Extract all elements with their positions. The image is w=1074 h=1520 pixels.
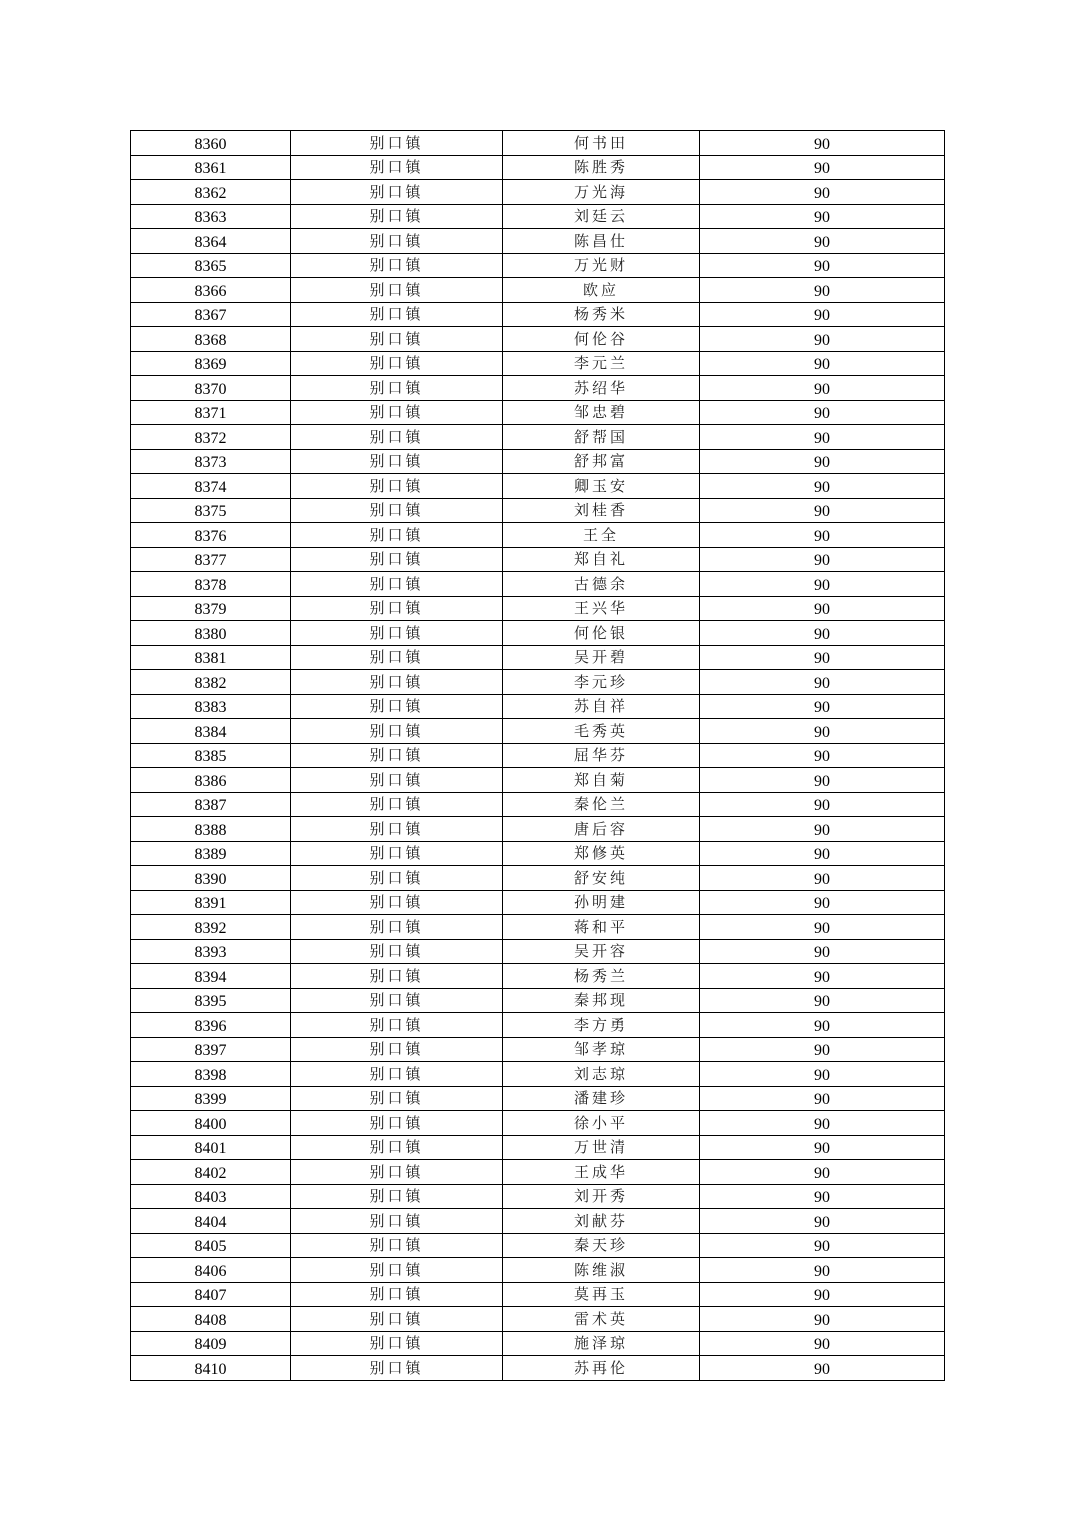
score-cell: 90 xyxy=(700,1062,945,1087)
score-cell: 90 xyxy=(700,866,945,891)
row-number-cell: 8374 xyxy=(131,474,291,499)
table-row xyxy=(131,1233,945,1258)
name-cell: 何伦银 xyxy=(503,621,700,646)
row-number-cell: 8381 xyxy=(131,645,291,670)
row-number-cell: 8369 xyxy=(131,351,291,376)
town-cell: 别口镇 xyxy=(291,1135,503,1160)
table-row xyxy=(131,890,945,915)
town-cell: 别口镇 xyxy=(291,1307,503,1332)
score-cell: 90 xyxy=(700,915,945,940)
score-cell: 90 xyxy=(700,1135,945,1160)
row-number-cell: 8365 xyxy=(131,253,291,278)
score-cell: 90 xyxy=(700,523,945,548)
row-number-cell: 8388 xyxy=(131,817,291,842)
name-cell: 舒安纯 xyxy=(503,866,700,891)
name-cell: 卿玉安 xyxy=(503,474,700,499)
town-cell: 别口镇 xyxy=(291,743,503,768)
name-cell: 王成华 xyxy=(503,1160,700,1185)
table-row xyxy=(131,253,945,278)
name-cell: 秦伦兰 xyxy=(503,792,700,817)
score-cell: 90 xyxy=(700,498,945,523)
town-cell: 别口镇 xyxy=(291,1356,503,1381)
table-row xyxy=(131,572,945,597)
row-number-cell: 8366 xyxy=(131,278,291,303)
table-row xyxy=(131,768,945,793)
town-cell: 别口镇 xyxy=(291,180,503,205)
name-cell: 王兴华 xyxy=(503,596,700,621)
score-cell: 90 xyxy=(700,1037,945,1062)
town-cell: 别口镇 xyxy=(291,131,503,156)
name-cell: 潘建珍 xyxy=(503,1086,700,1111)
name-cell: 刘桂香 xyxy=(503,498,700,523)
table-row xyxy=(131,1331,945,1356)
row-number-cell: 8396 xyxy=(131,1013,291,1038)
score-cell: 90 xyxy=(700,425,945,450)
score-cell: 90 xyxy=(700,621,945,646)
name-cell: 秦天珍 xyxy=(503,1233,700,1258)
town-cell: 别口镇 xyxy=(291,1062,503,1087)
row-number-cell: 8363 xyxy=(131,204,291,229)
name-cell: 雷术英 xyxy=(503,1307,700,1332)
score-cell: 90 xyxy=(700,572,945,597)
table-row xyxy=(131,523,945,548)
row-number-cell: 8385 xyxy=(131,743,291,768)
table-row xyxy=(131,229,945,254)
row-number-cell: 8377 xyxy=(131,547,291,572)
score-cell: 90 xyxy=(700,1209,945,1234)
town-cell: 别口镇 xyxy=(291,866,503,891)
name-cell: 李元珍 xyxy=(503,670,700,695)
table-row xyxy=(131,302,945,327)
name-cell: 刘廷云 xyxy=(503,204,700,229)
table-row xyxy=(131,547,945,572)
name-cell: 苏再伦 xyxy=(503,1356,700,1381)
score-cell: 90 xyxy=(700,1111,945,1136)
score-cell: 90 xyxy=(700,400,945,425)
town-cell: 别口镇 xyxy=(291,915,503,940)
town-cell: 别口镇 xyxy=(291,621,503,646)
row-number-cell: 8393 xyxy=(131,939,291,964)
score-cell: 90 xyxy=(700,180,945,205)
table-row xyxy=(131,155,945,180)
row-number-cell: 8395 xyxy=(131,988,291,1013)
town-cell: 别口镇 xyxy=(291,645,503,670)
score-cell: 90 xyxy=(700,278,945,303)
row-number-cell: 8407 xyxy=(131,1282,291,1307)
town-cell: 别口镇 xyxy=(291,376,503,401)
town-cell: 别口镇 xyxy=(291,400,503,425)
score-cell: 90 xyxy=(700,890,945,915)
town-cell: 别口镇 xyxy=(291,890,503,915)
row-number-cell: 8364 xyxy=(131,229,291,254)
row-number-cell: 8392 xyxy=(131,915,291,940)
score-cell: 90 xyxy=(700,1331,945,1356)
score-cell: 90 xyxy=(700,1233,945,1258)
table-row xyxy=(131,670,945,695)
score-cell: 90 xyxy=(700,155,945,180)
table-row xyxy=(131,1086,945,1111)
town-cell: 别口镇 xyxy=(291,1013,503,1038)
row-number-cell: 8382 xyxy=(131,670,291,695)
score-cell: 90 xyxy=(700,988,945,1013)
table-row xyxy=(131,743,945,768)
table-row xyxy=(131,1160,945,1185)
row-number-cell: 8391 xyxy=(131,890,291,915)
row-number-cell: 8401 xyxy=(131,1135,291,1160)
row-number-cell: 8400 xyxy=(131,1111,291,1136)
row-number-cell: 8398 xyxy=(131,1062,291,1087)
table-row xyxy=(131,1184,945,1209)
score-cell: 90 xyxy=(700,964,945,989)
name-cell: 徐小平 xyxy=(503,1111,700,1136)
table-row xyxy=(131,1209,945,1234)
name-cell: 苏自祥 xyxy=(503,694,700,719)
town-cell: 别口镇 xyxy=(291,596,503,621)
score-cell: 90 xyxy=(700,204,945,229)
name-cell: 郑自礼 xyxy=(503,547,700,572)
town-cell: 别口镇 xyxy=(291,498,503,523)
table-row xyxy=(131,400,945,425)
score-cell: 90 xyxy=(700,1086,945,1111)
name-cell: 吴开碧 xyxy=(503,645,700,670)
table-row xyxy=(131,988,945,1013)
town-cell: 别口镇 xyxy=(291,768,503,793)
table-row xyxy=(131,498,945,523)
town-cell: 别口镇 xyxy=(291,1111,503,1136)
town-cell: 别口镇 xyxy=(291,1258,503,1283)
row-number-cell: 8384 xyxy=(131,719,291,744)
town-cell: 别口镇 xyxy=(291,547,503,572)
town-cell: 别口镇 xyxy=(291,1037,503,1062)
town-cell: 别口镇 xyxy=(291,817,503,842)
town-cell: 别口镇 xyxy=(291,302,503,327)
row-number-cell: 8403 xyxy=(131,1184,291,1209)
row-number-cell: 8397 xyxy=(131,1037,291,1062)
score-cell: 90 xyxy=(700,474,945,499)
town-cell: 别口镇 xyxy=(291,523,503,548)
town-cell: 别口镇 xyxy=(291,1160,503,1185)
score-cell: 90 xyxy=(700,327,945,352)
row-number-cell: 8361 xyxy=(131,155,291,180)
town-cell: 别口镇 xyxy=(291,449,503,474)
score-cell: 90 xyxy=(700,694,945,719)
score-cell: 90 xyxy=(700,351,945,376)
town-cell: 别口镇 xyxy=(291,229,503,254)
row-number-cell: 8360 xyxy=(131,131,291,156)
table-row xyxy=(131,449,945,474)
table-row xyxy=(131,645,945,670)
row-number-cell: 8409 xyxy=(131,1331,291,1356)
name-cell: 李方勇 xyxy=(503,1013,700,1038)
town-cell: 别口镇 xyxy=(291,694,503,719)
score-cell: 90 xyxy=(700,670,945,695)
score-cell: 90 xyxy=(700,1282,945,1307)
score-cell: 90 xyxy=(700,1013,945,1038)
town-cell: 别口镇 xyxy=(291,792,503,817)
score-cell: 90 xyxy=(700,743,945,768)
table-row xyxy=(131,866,945,891)
name-cell: 陈昌仕 xyxy=(503,229,700,254)
row-number-cell: 8367 xyxy=(131,302,291,327)
name-cell: 陈维淑 xyxy=(503,1258,700,1283)
row-number-cell: 8386 xyxy=(131,768,291,793)
row-number-cell: 8378 xyxy=(131,572,291,597)
table-row xyxy=(131,474,945,499)
score-cell: 90 xyxy=(700,1356,945,1381)
row-number-cell: 8394 xyxy=(131,964,291,989)
score-cell: 90 xyxy=(700,1160,945,1185)
town-cell: 别口镇 xyxy=(291,1209,503,1234)
name-cell: 毛秀英 xyxy=(503,719,700,744)
town-cell: 别口镇 xyxy=(291,327,503,352)
data-table xyxy=(130,130,945,1381)
table-row xyxy=(131,939,945,964)
row-number-cell: 8373 xyxy=(131,449,291,474)
name-cell: 舒邦富 xyxy=(503,449,700,474)
name-cell: 刘开秀 xyxy=(503,1184,700,1209)
name-cell: 施泽琼 xyxy=(503,1331,700,1356)
table-row xyxy=(131,180,945,205)
table-row xyxy=(131,278,945,303)
town-cell: 别口镇 xyxy=(291,425,503,450)
name-cell: 孙明建 xyxy=(503,890,700,915)
name-cell: 李元兰 xyxy=(503,351,700,376)
table-row xyxy=(131,1135,945,1160)
name-cell: 古德余 xyxy=(503,572,700,597)
table-row xyxy=(131,1013,945,1038)
table-row xyxy=(131,1037,945,1062)
row-number-cell: 8362 xyxy=(131,180,291,205)
name-cell: 苏绍华 xyxy=(503,376,700,401)
town-cell: 别口镇 xyxy=(291,204,503,229)
name-cell: 秦邦现 xyxy=(503,988,700,1013)
table-row xyxy=(131,351,945,376)
score-cell: 90 xyxy=(700,1184,945,1209)
town-cell: 别口镇 xyxy=(291,1331,503,1356)
row-number-cell: 8375 xyxy=(131,498,291,523)
name-cell: 莫再玉 xyxy=(503,1282,700,1307)
score-cell: 90 xyxy=(700,1258,945,1283)
row-number-cell: 8371 xyxy=(131,400,291,425)
town-cell: 别口镇 xyxy=(291,719,503,744)
score-cell: 90 xyxy=(700,1307,945,1332)
score-cell: 90 xyxy=(700,841,945,866)
score-cell: 90 xyxy=(700,596,945,621)
table-row xyxy=(131,1282,945,1307)
table-row xyxy=(131,1258,945,1283)
score-cell: 90 xyxy=(700,547,945,572)
table-row xyxy=(131,817,945,842)
row-number-cell: 8405 xyxy=(131,1233,291,1258)
table-body xyxy=(131,131,945,1381)
score-cell: 90 xyxy=(700,449,945,474)
row-number-cell: 8390 xyxy=(131,866,291,891)
name-cell: 邹孝琼 xyxy=(503,1037,700,1062)
table-row xyxy=(131,621,945,646)
row-number-cell: 8408 xyxy=(131,1307,291,1332)
town-cell: 别口镇 xyxy=(291,1233,503,1258)
row-number-cell: 8383 xyxy=(131,694,291,719)
town-cell: 别口镇 xyxy=(291,964,503,989)
table-row xyxy=(131,1356,945,1381)
row-number-cell: 8376 xyxy=(131,523,291,548)
name-cell: 屈华芬 xyxy=(503,743,700,768)
town-cell: 别口镇 xyxy=(291,670,503,695)
row-number-cell: 8380 xyxy=(131,621,291,646)
row-number-cell: 8404 xyxy=(131,1209,291,1234)
town-cell: 别口镇 xyxy=(291,939,503,964)
score-cell: 90 xyxy=(700,719,945,744)
table-row xyxy=(131,1062,945,1087)
town-cell: 别口镇 xyxy=(291,474,503,499)
table-row xyxy=(131,964,945,989)
row-number-cell: 8368 xyxy=(131,327,291,352)
row-number-cell: 8406 xyxy=(131,1258,291,1283)
table-row xyxy=(131,915,945,940)
town-cell: 别口镇 xyxy=(291,253,503,278)
table-row xyxy=(131,131,945,156)
name-cell: 杨秀兰 xyxy=(503,964,700,989)
name-cell: 杨秀米 xyxy=(503,302,700,327)
row-number-cell: 8389 xyxy=(131,841,291,866)
name-cell: 万世清 xyxy=(503,1135,700,1160)
table-row xyxy=(131,841,945,866)
score-cell: 90 xyxy=(700,817,945,842)
name-cell: 何书田 xyxy=(503,131,700,156)
table-row xyxy=(131,596,945,621)
row-number-cell: 8387 xyxy=(131,792,291,817)
row-number-cell: 8402 xyxy=(131,1160,291,1185)
score-cell: 90 xyxy=(700,768,945,793)
score-cell: 90 xyxy=(700,376,945,401)
name-cell: 邹忠碧 xyxy=(503,400,700,425)
score-cell: 90 xyxy=(700,645,945,670)
score-cell: 90 xyxy=(700,939,945,964)
name-cell: 刘志琼 xyxy=(503,1062,700,1087)
table-row xyxy=(131,204,945,229)
town-cell: 别口镇 xyxy=(291,1184,503,1209)
name-cell: 舒帮国 xyxy=(503,425,700,450)
score-cell: 90 xyxy=(700,253,945,278)
name-cell: 何伦谷 xyxy=(503,327,700,352)
name-cell: 万光海 xyxy=(503,180,700,205)
name-cell: 陈胜秀 xyxy=(503,155,700,180)
row-number-cell: 8372 xyxy=(131,425,291,450)
table-row xyxy=(131,719,945,744)
town-cell: 别口镇 xyxy=(291,278,503,303)
row-number-cell: 8399 xyxy=(131,1086,291,1111)
row-number-cell: 8370 xyxy=(131,376,291,401)
name-cell: 郑自菊 xyxy=(503,768,700,793)
table-row xyxy=(131,327,945,352)
town-cell: 别口镇 xyxy=(291,1086,503,1111)
table-row xyxy=(131,376,945,401)
town-cell: 别口镇 xyxy=(291,572,503,597)
table-row xyxy=(131,1307,945,1332)
score-cell: 90 xyxy=(700,229,945,254)
name-cell: 万光财 xyxy=(503,253,700,278)
name-cell: 蒋和平 xyxy=(503,915,700,940)
name-cell: 欧应 xyxy=(503,278,700,303)
score-cell: 90 xyxy=(700,792,945,817)
town-cell: 别口镇 xyxy=(291,841,503,866)
row-number-cell: 8379 xyxy=(131,596,291,621)
town-cell: 别口镇 xyxy=(291,1282,503,1307)
name-cell: 王全 xyxy=(503,523,700,548)
table-row xyxy=(131,425,945,450)
name-cell: 刘献芬 xyxy=(503,1209,700,1234)
row-number-cell: 8410 xyxy=(131,1356,291,1381)
town-cell: 别口镇 xyxy=(291,351,503,376)
name-cell: 吴开容 xyxy=(503,939,700,964)
name-cell: 郑修英 xyxy=(503,841,700,866)
table-row xyxy=(131,792,945,817)
score-cell: 90 xyxy=(700,131,945,156)
table-row xyxy=(131,694,945,719)
town-cell: 别口镇 xyxy=(291,155,503,180)
name-cell: 唐后容 xyxy=(503,817,700,842)
table-row xyxy=(131,1111,945,1136)
score-cell: 90 xyxy=(700,302,945,327)
town-cell: 别口镇 xyxy=(291,988,503,1013)
